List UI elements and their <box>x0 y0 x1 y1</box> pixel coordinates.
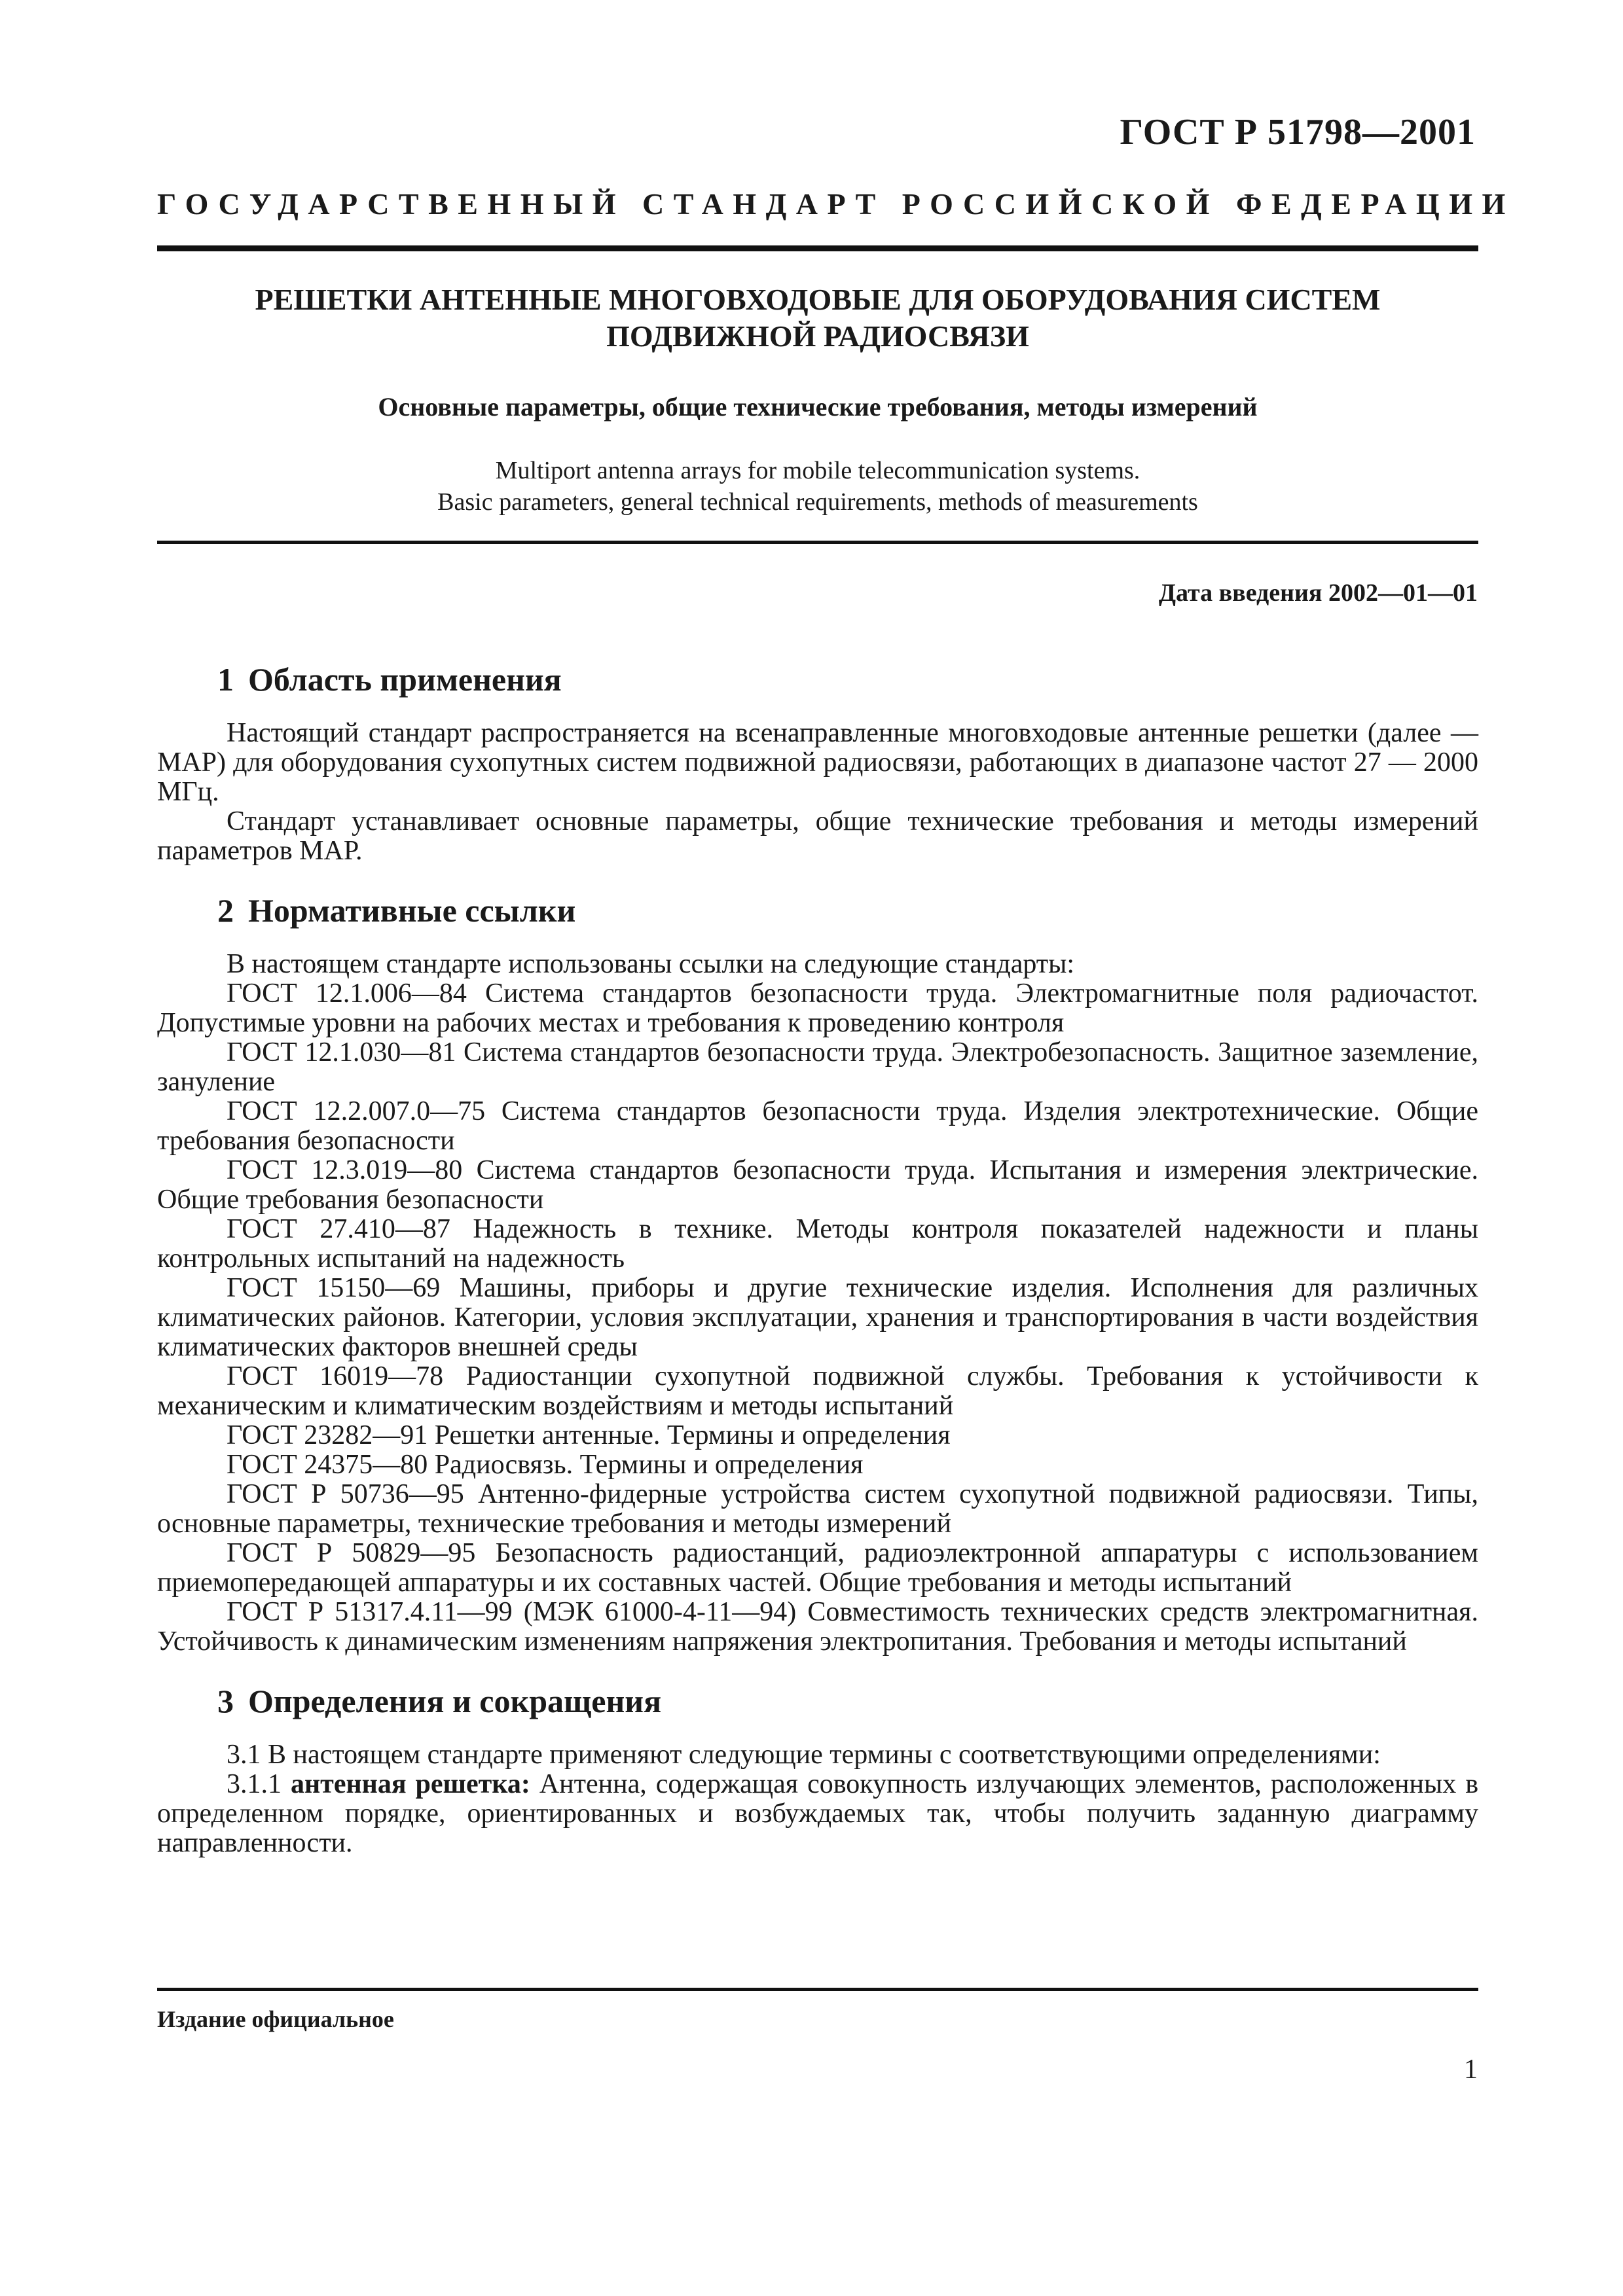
english-title-line-2: Basic parameters, general technical requirements, methods of measurements <box>437 488 1198 516</box>
section-number: 2 <box>217 892 234 929</box>
footer-divider <box>157 1988 1478 1991</box>
intro-date: Дата введения 2002—01—01 <box>1158 579 1478 607</box>
document-subtitle: Основные параметры, общие технические требования, методы измерений <box>378 392 1258 422</box>
reference-item: ГОСТ Р 50736—95 Антенно-фидерные устройства систем сухопутной подвижной радиосвязи. Типы, основные параметры, технические требования и методы измерений <box>157 1479 1478 1539</box>
paragraph: В настоящем стандарте использованы ссылки на следующие стандарты: <box>227 949 1075 979</box>
edition-label: Издание официальное <box>157 2006 394 2032</box>
paragraph: Стандарт устанавливает основные параметры, общие технические требования и методы измерений параметров МАР. <box>157 806 1478 866</box>
section-heading <box>217 891 1478 930</box>
defined-term: антенная решетка: <box>290 1769 530 1799</box>
document-title-line-2: ПОДВИЖНОЙ РАДИОСВЯЗИ <box>606 319 1029 353</box>
reference-item: ГОСТ Р 51317.4.11—99 (МЭК 61000-4-11—94) Совместимость технических средств электромагнитная. Устойчивость к динамическим изменениям напряжения электропитания. Требования и методы испытаний <box>157 1597 1478 1657</box>
header-divider <box>157 245 1478 251</box>
reference-item: ГОСТ 12.3.019—80 Система стандартов безопасности труда. Испытания и измерения электрические. Общие требования безопасности <box>157 1155 1478 1215</box>
document-title-line-1: РЕШЕТКИ АНТЕННЫЕ МНОГОВХОДОВЫЕ ДЛЯ ОБОРУДОВАНИЯ СИСТЕМ <box>255 283 1381 316</box>
title-divider <box>157 541 1478 544</box>
paragraph: Настоящий стандарт распространяется на всенаправленные многовходовые антенные решетки (далее — МАР) для оборудования сухопутных систем подвижной радиосвязи, работающих в диапазоне частот 27 — 2000 МГц. <box>157 718 1478 807</box>
gost-number: ГОСТ Р 51798—2001 <box>1120 112 1476 152</box>
paragraph: 3.1 В настоящем стандарте применяют следующие термины с соответствующими определениями: <box>227 1740 1381 1770</box>
definition-text: Антенна, содержащая совокупность излучающих элементов, расположенных в определенном порядке, ориентированных и возбуждаемых так, чтобы получить заданную диаграмму направленности. <box>157 1769 1479 1858</box>
reference-item: ГОСТ 16019—78 Радиостанции сухопутной подвижной службы. Требования к устойчивости к механическим и климатическим воздействиям и методы испытаний <box>157 1361 1478 1421</box>
page-number: 1 <box>1464 2054 1478 2085</box>
section-title: Определения и сокращения <box>248 1683 662 1719</box>
section-definitions <box>157 1681 1478 1858</box>
english-title-line-1: Multiport antenna arrays for mobile telecommunication systems. <box>495 457 1140 484</box>
document-title <box>157 281 1478 355</box>
document-body <box>157 660 1478 1883</box>
section-title: Нормативные ссылки <box>248 892 576 929</box>
section-heading <box>217 1681 1478 1721</box>
state-standard-heading: ГОСУДАРСТВЕННЫЙ СТАНДАРТ РОССИЙСКОЙ ФЕДЕРАЦИИ <box>157 187 1515 221</box>
section-heading <box>217 660 1478 699</box>
section-title: Область применения <box>248 661 562 698</box>
clause-number: 3.1.1 <box>227 1769 282 1799</box>
reference-item: ГОСТ 27.410—87 Надежность в технике. Методы контроля показателей надежности и планы контрольных испытаний на надежность <box>157 1214 1478 1274</box>
section-scope <box>157 660 1478 866</box>
reference-item: ГОСТ 12.1.030—81 Система стандартов безопасности труда. Электробезопасность. Защитное заземление, зануление <box>157 1037 1478 1097</box>
reference-item: ГОСТ 12.1.006—84 Система стандартов безопасности труда. Электромагнитные поля радиочастот. Допустимые уровни на рабочих местах и требования к проведению контроля <box>157 978 1478 1038</box>
reference-item: ГОСТ 23282—91 Решетки антенные. Термины и определения <box>227 1420 951 1450</box>
reference-item: ГОСТ Р 50829—95 Безопасность радиостанций, радиоэлектронной аппаратуры с использованием приемопередающей аппаратуры и их составных частей. Общие требования и методы испытаний <box>157 1538 1478 1598</box>
reference-item: ГОСТ 24375—80 Радиосвязь. Термины и определения <box>227 1450 864 1480</box>
section-number: 1 <box>217 661 234 698</box>
section-number: 3 <box>217 1683 234 1719</box>
reference-item: ГОСТ 15150—69 Машины, приборы и другие технические изделия. Исполнения для различных климатических районов. Категории, условия эксплуатации, хранения и транспортирования в части воздействия климатических факторов внешней среды <box>157 1273 1478 1362</box>
section-normative-references <box>157 891 1478 1657</box>
reference-item: ГОСТ 12.2.007.0—75 Система стандартов безопасности труда. Изделия электротехнические. Общие требования безопасности <box>157 1096 1478 1156</box>
english-title <box>157 455 1478 518</box>
definition-paragraph <box>157 1770 1478 1858</box>
